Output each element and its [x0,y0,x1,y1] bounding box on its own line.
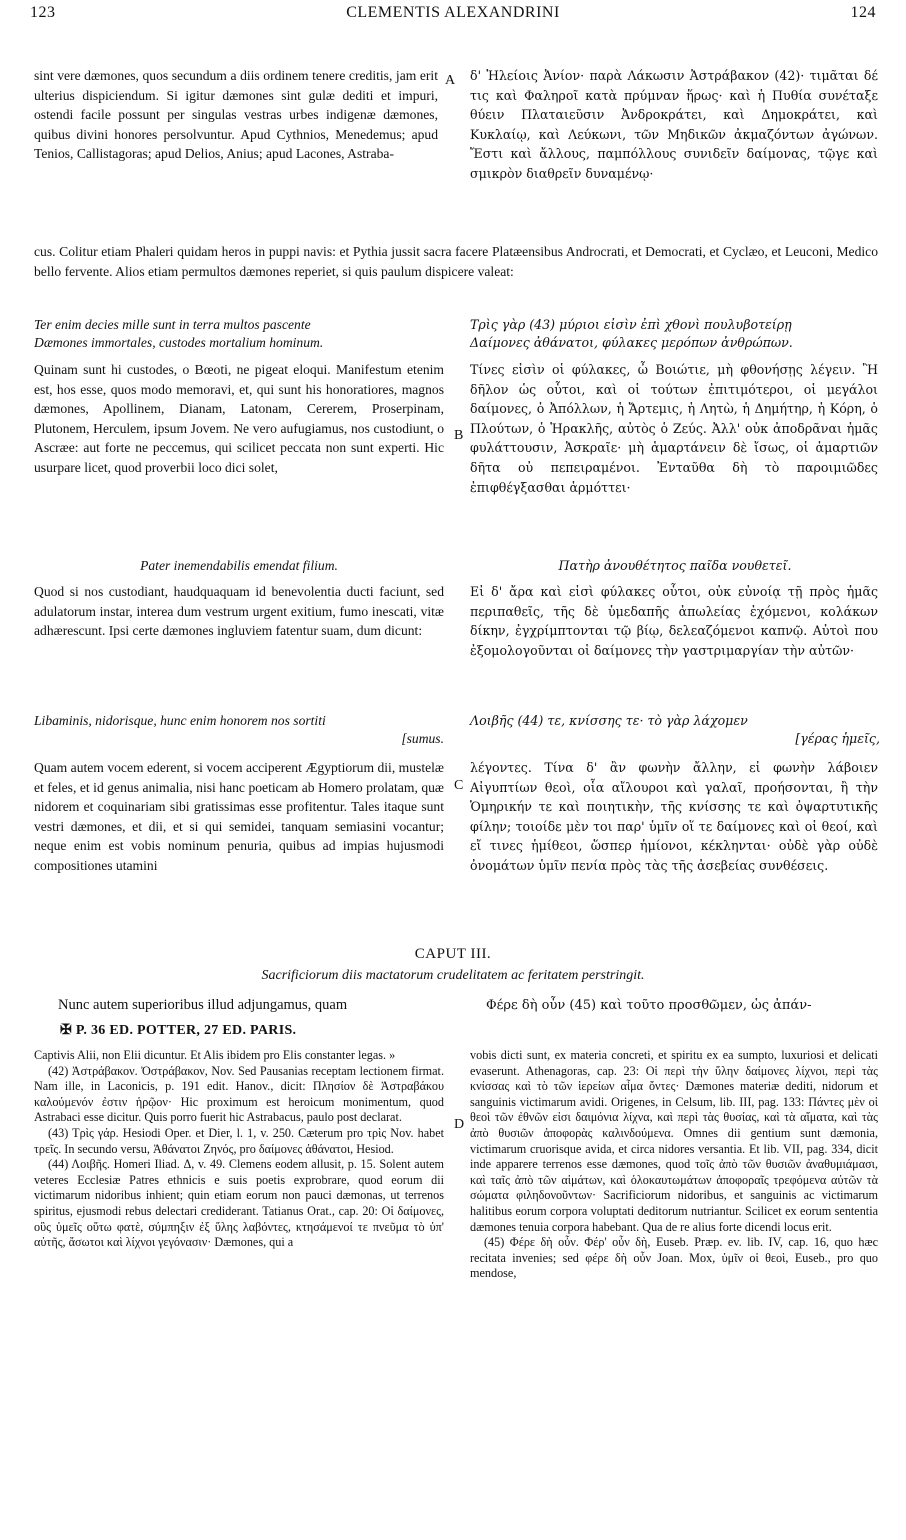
footnote-left-44: (44) Λοιβῆς. Homeri Iliad. Δ, v. 49. Clemens eodem allusit, p. 15. Solent autem veteres Ecclesiæ Patres ethnicis e suis poetis exprobrare, quod eorum dii victimarum nidoribus inhient; quin etiam eorum non pauci dæmonas, ut terrenos spiritus, ejusmodi rebus delectari crediderant. Tatianus Orat., cap. 20: Οἱ δαίμονες, οὓς ὑμεῖς οὕτω φατὲ, σύμπηξιν ἐξ ὕλης λαβόντες, κτησάμενοί τε πνεῦμα τὸ ὑπ' αὐτῆς, ἄσωτοι καὶ λίχνοι γεγόνασιν· Dæmones, qui a [34,1157,444,1250]
potter-reference-text: ✠ P. 36 ED. POTTER, 27 ED. PARIS. [60,1023,297,1038]
margin-letter-a: A [445,73,456,88]
verse-greek-1-line-1: Τρὶς γὰρ (43) μύριοι εἰσὶν ἐπὶ χθονὶ πουλυβοτείρῃ [470,317,792,332]
footnotes-right [470,1048,878,1282]
latin-column-mid2 [34,582,444,641]
verse-greek-1 [470,316,880,352]
greek-column-mid2 [470,582,878,660]
latin-caput-text: Nunc autem superioribus illud adjungamus, quam [58,997,348,1013]
greek-column-mid [470,360,878,497]
verse-latin-2-line-2: [sumus. [401,731,444,746]
latin-text-mid: Quinam sunt hi custodes, o Bœoti, ne pigeat eloqui. Manifestum etenim est, hos esse, quos modo memoravi, et, qui sunt his honoratiores, magnos dæmones, Apollinem, Dianam, Latonam, Cererem, Proserpinam, Plutonem, Herculem, ipsum Jovem. Ne vero aufugiamus, nos custodiunt, o Ascræe: aut forte ne peccemus, qui scilicet peccata non sunt experti. Hic usurpare licet, quod proverbii loco dici solet, [34,362,444,475]
footnote-right-cont: vobis dicti sunt, ex materia concreti, et spiritu ex ea sumpto, luxuriosi et delicati evaserunt. Athenagoras, cap. 23: Οἱ περὶ τὴν ὕλην δαίμονες λίχνοι, περὶ τὰς κνίσσας καὶ τὸ τῶν ἱερείων αἷμα ὄντες· Dæmones materiæ dediti, nidorum et sanguinis victimarum avidi. Origenes, in Celsum, lib. III, pag. 133: Πάντες μὲν οἱ θεοὶ τῶν ἐθνῶν εἰσι δαιμόνια λίχνα, καὶ περὶ τὰς θυσίας, καὶ τὰ αἵματα, καὶ τὰς ἀπὸ θυσιῶν ἀποφορὰς καλινδούμενα. Omnes dii gentium sunt dæmonia, victimarum cruorisque avida, et circa nidores versantia. Et lib. VII, pag. 334, dicit inde apparere terrenos esse dæmones, quod τοῖς ἀπὸ τῶν θυσιῶν ἀναθυμιάμασι, καὶ ταῖς ἀπὸ τῶν αἱμάτων, καὶ ὁλοκαυτωμάτων ἀποφοραῖς τρεφόμενα αὐτῶν τὰ σώματα φιληδονοῦντων· Sacrificiorum nidoribus, et sanguinis ac victimarum halitibus eorum corpora voluptati deditorum nutriantur. Scilicet ex eorum sententia dæmones tenuia corpora habebant. Qua de re alius forte dicendi locus erit. [470,1048,878,1234]
greek-text-mid2: Εἰ δ' ἄρα καὶ εἰσὶ φύλακες οὗτοι, οὐκ εὐνοίᾳ τῇ πρὸς ἡμᾶς περιπαθεῖς, τῆς δὲ ὑμεδαπῆς ἀπωλείας ἐχόμενοι, κολάκων δίκην, ἐγχρίμπτονται τῷ βίῳ, δελεαζόμενοι καπνῷ. Αὐτοὶ που ἐξομολογοῦνται οἱ δαίμονες τὴν γαστριμαργίαν τὴν αὐτῶν· [470,584,878,658]
footnote-left-0: Captivis Alii, non Elii dicuntur. Et Alis ibidem pro Elis constanter legas. » [34,1048,396,1062]
verse-latin-2-line-1: Libaminis, nidorisque, hunc enim honorem nos sortiti [34,713,326,728]
verse-latin-1-line-2: Dæmones immortales, custodes mortalium hominum. [34,335,324,350]
chapter-subtitle: Sacrificiorum diis mactatorum crudelitatem ac feritatem perstringit. [261,968,645,983]
running-title: CLEMENTIS ALEXANDRINI [346,4,560,21]
footnote-right-45: (45) Φέρε δὴ οὖν. Φέρ' οὖν δὴ, Euseb. Præp. ev. lib. IV, cap. 16, quo hæc recitata invenies; sed φέρε δὴ οὖν Joan. Mox, ὑμῖν οἱ θεοὶ, Euseb., pro quo mendose, [470,1235,878,1281]
greek-text-bottom: λέγοντες. Τίνα δ' ἂν φωνὴν ἄλλην, εἰ φωνὴν λάβοιεν Αἰγυπτίων θεοὶ, οἷα αἴλουροι καὶ γαλαῖ, προήσονται, ἢ τὴν Ὁμηρικήν τε καὶ ποιητικὴν, τῆς κνίσσης τε καὶ ὀψαρτυτικῆς φίλην; τοιοίδε μὲν τοι παρ' ὑμῖν οἵ τε δαίμονες καὶ οἱ θεοί, καὶ εἴ τινες ἡμίθεοι, ὥσπερ ἡμίονοι, κέκληνται· οὐδὲ γὰρ οὐδὲ ὀνομάτων ὑμῖν πενία πρὸς τὰς τῆς ἀσεβείας συνθέσεις. [470,760,878,873]
latin-column-mid [34,360,444,478]
proverb-greek [470,556,880,576]
latin-text-mid2: Quod si nos custodiant, haudquaquam id benevolentia ducti faciunt, sed adulatorum instar, interea dum vestrum urgent exitium, fumo inescati, vitæ adhærescunt. Ipsi certe dæmones ingluviem fatentur suam, dum dicunt: [34,584,444,639]
verse-greek-2 [470,712,880,748]
greek-caput-text: Φέρε δὴ οὖν (45) καὶ τοῦτο προσθῶμεν, ὡς ἀπάν- [486,998,812,1013]
page-number-right: 124 [850,4,876,21]
verse-latin-1 [34,316,444,352]
verse-greek-2-line-1: Λοιβῆς (44) τε, κνίσσης τε· τὸ γὰρ λάχομεν [470,713,748,728]
latin-column-bottom [34,758,444,876]
verse-latin-2 [34,712,444,748]
chapter-title: CAPUT III. [414,946,492,962]
margin-letter-c: C [454,778,464,793]
greek-column-bottom [470,758,878,876]
margin-letter-d: D [454,1117,465,1132]
greek-caput-line [486,996,886,1016]
latin-text-bottom: Quam autem vocem ederent, si vocem acciperent Ægyptiorum dii, mustelæ et feles, et id genus animalia, nisi hanc poeticam ab Homero prolatam, quæ nidorem et coquinariam sibi gratissimas esse profitentur. Tales itaque sunt vestri dæmones, et dii, et si qui semidei, tanquam semiasini vocantur; neque enim est vobis nominum penuria, quibus ad impias hujusmodi compositiones utamini [34,760,444,873]
running-header [30,4,876,28]
margin-letter-b: B [454,428,464,443]
proverb-latin [34,556,444,576]
greek-text-mid: Τίνες εἰσὶν οἱ φύλακες, ὦ Βοιώτιε, μὴ φθονήσῃς λέγειν. Ἢ δῆλον ὡς οὗτοι, καὶ οἱ τούτων ἐπιτιμότεροι, οἱ μεγάλοι δαίμονες, ὁ Ἀπόλλων, ἡ Ἄρτεμις, ἡ Λητὼ, ἡ Δημήτηρ, ἡ Κόρη, ὁ Πλούτων, ὁ Ἡρακλῆς, αὐτὸς ὁ Ζεύς. Ἀλλ' οὐκ ἀποδρᾶναι ἡμᾶς φυλάττουσιν, Ἀσκραῖε· μὴ ἁμαρτάνειν δὲ ἴσως, οἱ ἁμαρτιῶν δῆτα οὐ πεπειραμένοι. Ἐνταῦθα δὴ τὸ παροιμιῶδες ἐπιφθέγξασθαι ἁρμόττει· [470,362,878,495]
latin-column-top [34,66,438,164]
potter-reference [60,1022,450,1039]
footnote-left-43: (43) Τρὶς γάρ. Hesiodi Oper. et Dier, l. 1, v. 250. Cæterum pro τρὶς Nov. habet τρεῖς. In secundo versu, Ἀθάνατοι Ζηνός, pro δαίμονες ἀθάνατοι, Hesiod. [34,1125,444,1156]
verse-greek-1-line-2: Δαίμονες ἀθάνατοι, φύλακες μερόπων ἀνθρώπων. [470,335,793,350]
verse-latin-1-line-1: Ter enim decies mille sunt in terra multos pascente [34,317,311,332]
full-width-paragraph [34,242,878,281]
proverb-greek-text: Πατὴρ ἀνουθέτητος παῖδα νουθετεῖ. [558,558,792,573]
greek-column-top [470,66,878,184]
full-width-text: cus. Colitur etiam Phaleri quidam heros in puppi navis: et Pythia jussit sacra facere Platæensibus Androcrati, et Democrati, et Cyclæo, et Leuconi, Medico bello fervente. Alios etiam permultos dæmones reperiet, si quis paulum dispicere valeat: [34,244,878,279]
footnotes-left [34,1048,444,1251]
latin-text-top: sint vere dæmones, quos secundum a diis ordinem tenere creditis, jam erit ulterius dispiciendum. Si igitur dæmones sint gulæ dediti et impuri, ostendi facile possunt per singulas vestras urbes indigenæ dæmones, quibus divini honores persolvuntur. Apud Cythnios, Menedemus; apud Tenios, Callistagoras; apud Delios, Anius; apud Lacones, Astraba- [34,68,438,162]
verse-greek-2-line-2: [γέρας ἡμεῖς, [795,731,880,746]
page-number-left: 123 [30,4,56,21]
greek-text-top: δ' Ἠλείοις Ἀνίον· παρὰ Λάκωσιν Ἀστράβακον (42)· τιμᾶται δέ τις καὶ Φαληροῖ κατὰ πρύμναν ἥρως· καὶ ἡ Πυθία συνέταξε θύειν Πλαταιεῦσιν Ἀνδροκράτει, καὶ Δημοκράτει, καὶ Κυκλαίῳ, καὶ Λεύκωνι, τῶν Μηδικῶν ἀκμαζόντων ἀγώνων. Ἔστι καὶ ἄλλους, παμπόλλους συνιδεῖν δαίμονας, τῷγε καὶ σμικρὸν διαθρεῖν δυναμένῳ· [470,68,878,181]
footnote-left-42: (42) Ἀστράβακον. Ὀστράβακον, Nov. Sed Pausanias receptam lectionem firmat. Nam ille, in Laconicis, p. 191 edit. Hanov., dicit: Πλησίον δὲ Ἀστραβάκου καλούμενόν ἐστιν ἡρῷον· Hic proximum est heroicum monimentum, quod Astrabaci esse dicitur. Quis porro fuerit hic Astrabacus, paulo post declarat. [34,1063,444,1125]
latin-caput-line [58,996,448,1016]
proverb-latin-text: Pater inemendabilis emendat filium. [140,558,338,573]
